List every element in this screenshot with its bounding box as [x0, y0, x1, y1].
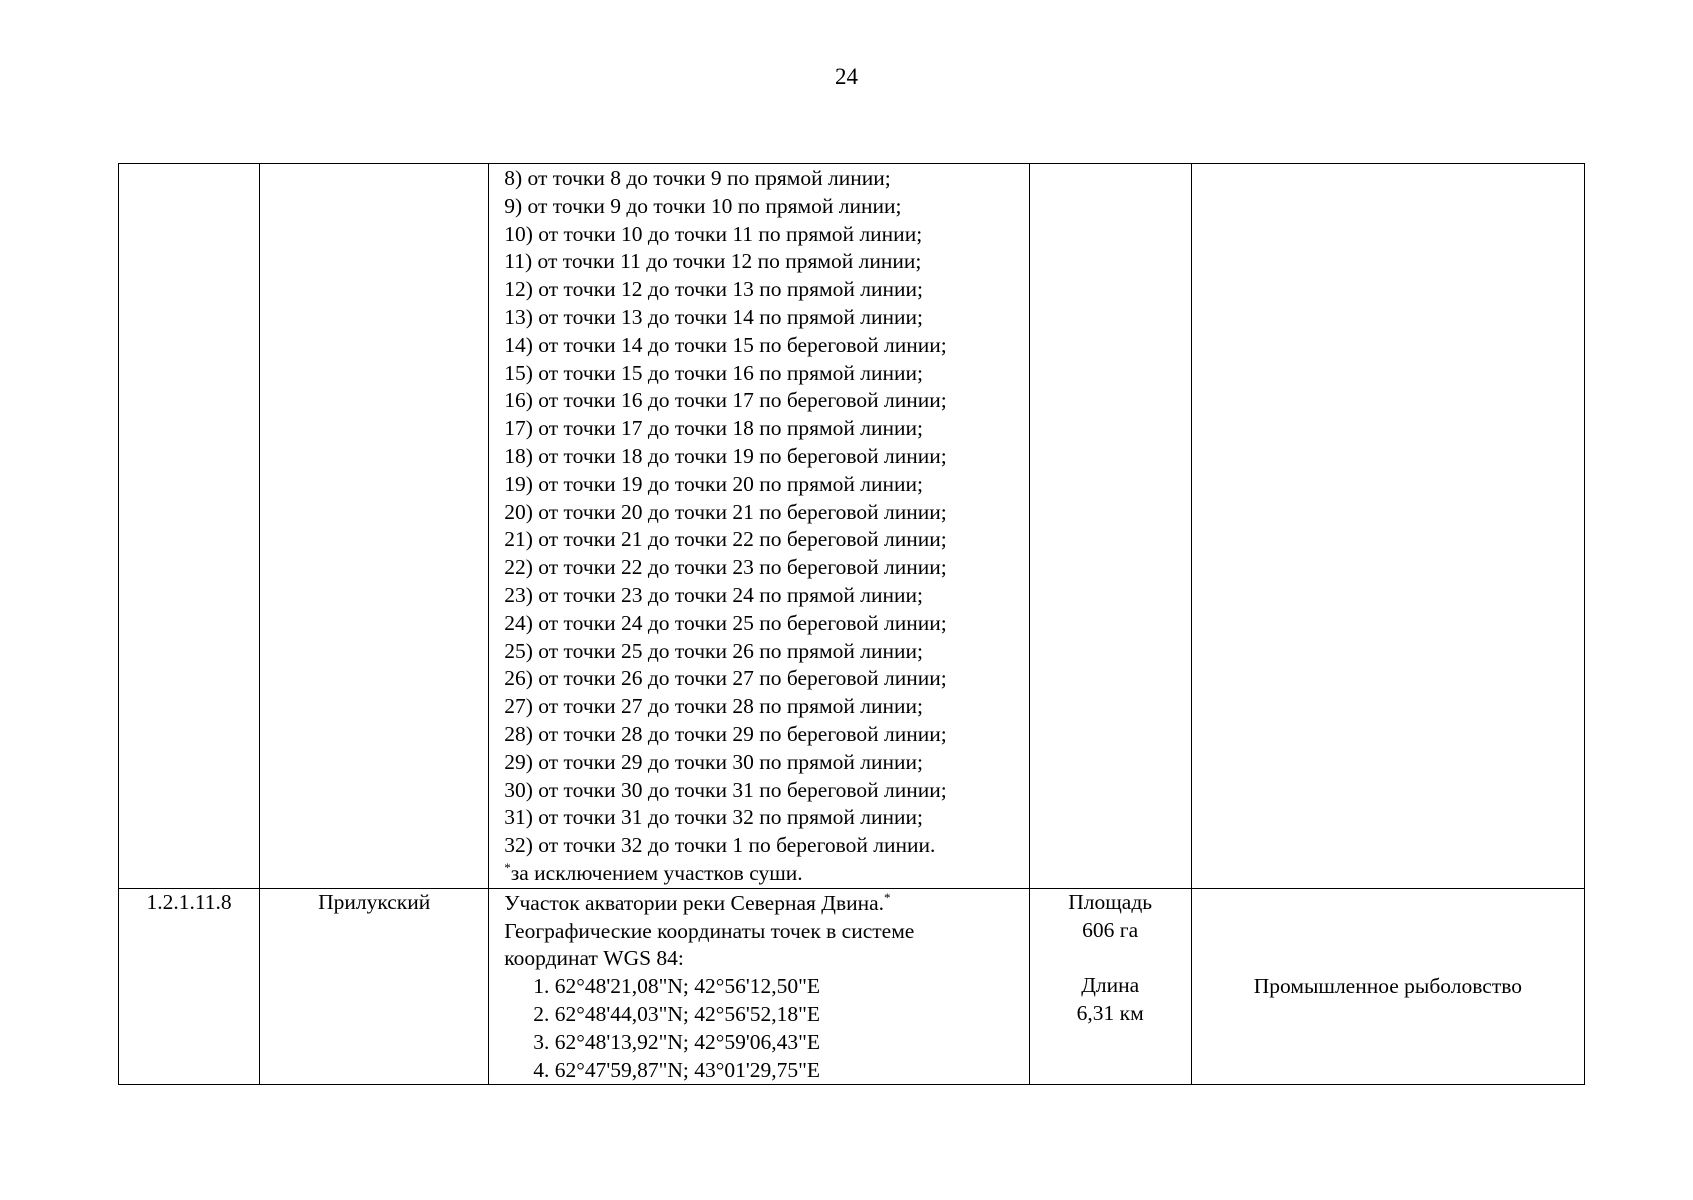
list-item: 23) от точки 23 до точки 24 по прямой линии;	[504, 582, 923, 607]
list-item: 13) от точки 13 до точки 14 по прямой линии;	[504, 304, 923, 329]
list-item: 26) от точки 26 до точки 27 по береговой линии;	[504, 666, 947, 691]
list-item: 17) от точки 17 до точки 18 по прямой линии;	[504, 416, 923, 441]
boundary-segments-list	[489, 164, 1028, 888]
coordinates-list	[504, 973, 1022, 1084]
footnote-text: за исключением участков суши.	[510, 860, 803, 885]
list-item: 21) от точки 21 до точки 22 по береговой линии;	[504, 527, 947, 552]
list-item: 20) от точки 20 до точки 21 по береговой линии;	[504, 499, 947, 524]
list-item: 19) от точки 19 до точки 20 по прямой линии;	[504, 471, 923, 496]
list-item: 3. 62°48'13,92"N; 42°59'06,43"E	[533, 1029, 821, 1054]
length-value: 6,31 км	[1076, 1000, 1144, 1025]
cell-name	[260, 164, 489, 889]
cell-usage-empty	[1191, 164, 1584, 889]
list-item: 16) от точки 16 до точки 17 по береговой линии;	[504, 388, 947, 413]
list-item: 2. 62°48'44,03"N; 42°56'52,18"E	[533, 1001, 821, 1026]
list-item: 28) от точки 28 до точки 29 по береговой линии;	[504, 721, 947, 746]
page-number: 24	[835, 64, 858, 89]
fishing-areas-table	[118, 163, 1585, 1085]
cell-boundary-description	[489, 888, 1029, 1085]
table-row-continued	[119, 164, 1585, 889]
list-item: 29) от точки 29 до точки 30 по прямой линии;	[504, 749, 923, 774]
list-item: 31) от точки 31 до точки 32 по прямой линии;	[504, 805, 923, 830]
length-label: Длина	[1081, 973, 1140, 998]
area-value: 606 га	[1082, 917, 1139, 942]
area-description	[489, 889, 1028, 1085]
list-item: 11) от точки 11 до точки 12 по прямой линии;	[504, 249, 922, 274]
list-item: 12) от точки 12 до точки 13 по прямой линии;	[504, 277, 923, 302]
list-item: 4. 62°47'59,87"N; 43°01'29,75"E	[533, 1057, 821, 1082]
cell-size-empty	[1029, 164, 1191, 889]
cell-number: 1.2.1.11.8	[119, 888, 260, 1085]
list-item: 1. 62°48'21,08"N; 42°56'12,50"E	[533, 974, 821, 999]
area-label: Площадь	[1068, 889, 1153, 914]
list-item: 25) от точки 25 до точки 26 по прямой линии;	[504, 638, 923, 663]
coords-intro-line-1: Географические координаты точек в системе	[504, 918, 915, 943]
footnote-mark: *	[504, 859, 511, 875]
list-item: 24) от точки 24 до точки 25 по береговой линии;	[504, 610, 947, 635]
cell-usage: Промышленное рыболовство	[1191, 888, 1584, 1085]
footnote	[504, 860, 1022, 888]
list-item: 27) от точки 27 до точки 28 по прямой линии;	[504, 694, 923, 719]
list-item: 32) от точки 32 до точки 1 по береговой линии.	[504, 833, 936, 858]
list-item: 22) от точки 22 до точки 23 по береговой линии;	[504, 555, 947, 580]
coords-intro-line-2: координат WGS 84:	[504, 946, 684, 971]
area-title: Участок акватории реки Северная Двина.*	[504, 889, 891, 915]
list-item: 10) от точки 10 до точки 11 по прямой линии;	[504, 221, 923, 246]
cell-number	[119, 164, 260, 889]
table-row-prilukskiy	[119, 888, 1585, 1085]
title-footnote-mark: *	[884, 889, 891, 905]
cell-name: Прилукский	[260, 888, 489, 1085]
list-item: 15) от точки 15 до точки 16 по прямой линии;	[504, 360, 923, 385]
cell-size	[1029, 888, 1191, 1085]
list-item: 14) от точки 14 до точки 15 по береговой линии;	[504, 332, 947, 357]
list-item: 18) от точки 18 до точки 19 по береговой линии;	[504, 443, 947, 468]
list-item: 30) от точки 30 до точки 31 по береговой линии;	[504, 777, 947, 802]
list-item: 9) от точки 9 до точки 10 по прямой линии;	[504, 193, 902, 218]
list-item: 8) от точки 8 до точки 9 по прямой линии;	[504, 166, 891, 190]
cell-boundary-description	[489, 164, 1029, 889]
